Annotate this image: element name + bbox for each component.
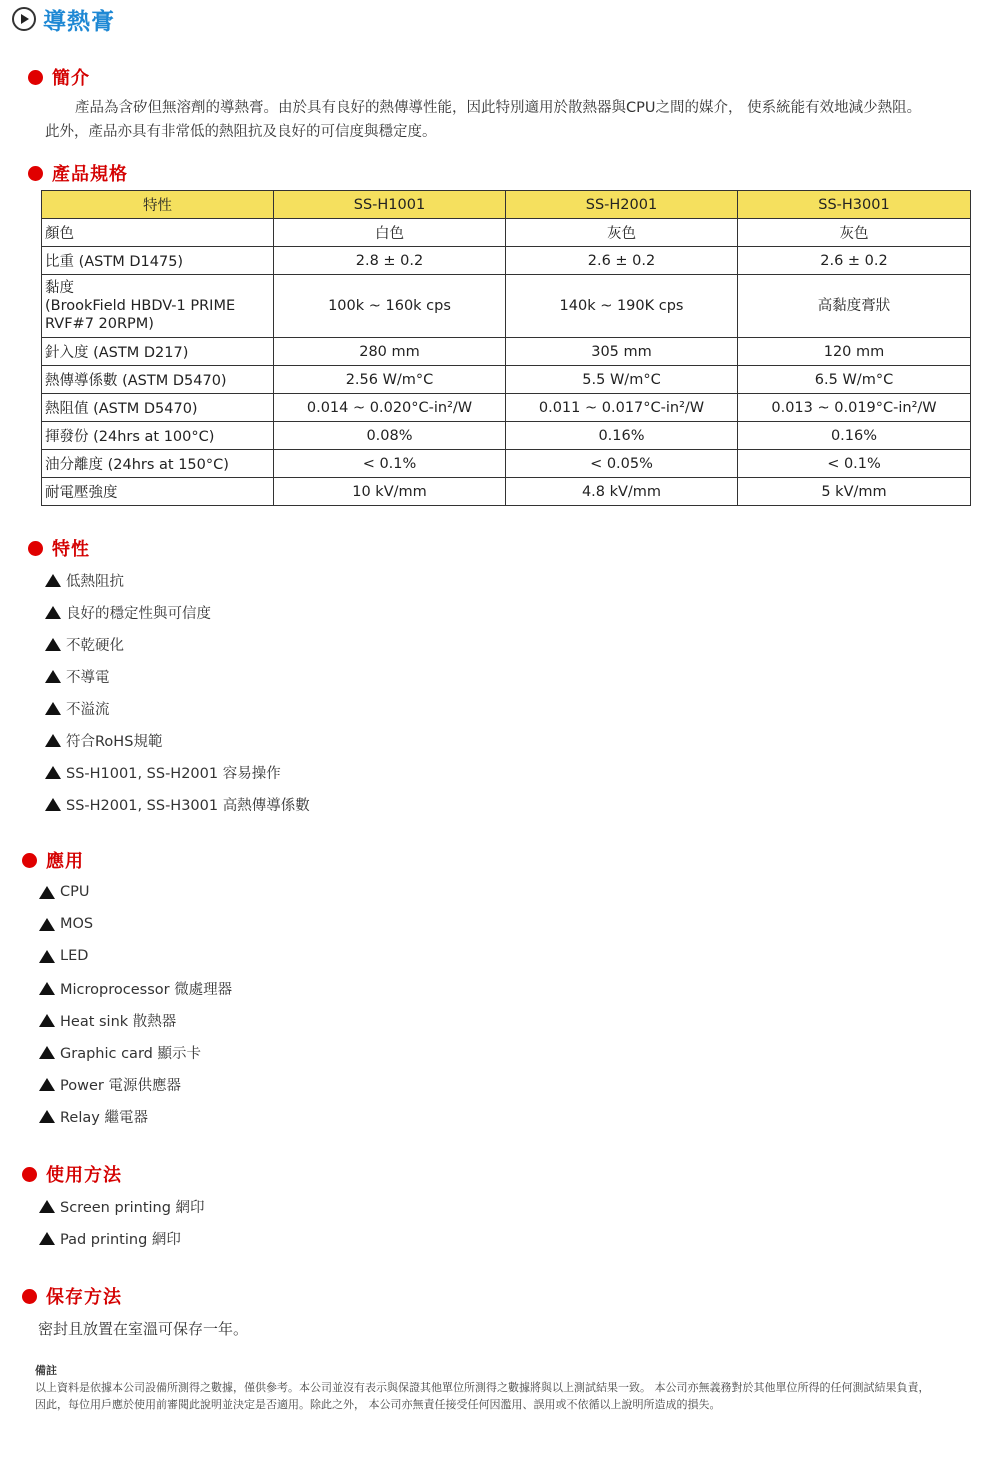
section-storage-heading xyxy=(22,1283,122,1309)
section-title: 使用方法 xyxy=(46,1165,122,1186)
section-title: 應用 xyxy=(46,851,84,872)
list-item-text: Graphic card 顯示卡 xyxy=(60,1045,201,1062)
row-label: 針入度 (ASTM D217) xyxy=(42,338,274,366)
triangle-bullet-icon xyxy=(45,798,61,811)
triangle-bullet-icon xyxy=(39,982,55,995)
triangle-bullet-icon xyxy=(45,670,61,683)
header-cell: 特性 xyxy=(42,191,274,219)
table-row xyxy=(42,275,971,338)
row-label: 比重 (ASTM D1475) xyxy=(42,247,274,275)
list-item xyxy=(39,940,232,972)
list-item-text: Screen printing 網印 xyxy=(60,1199,205,1216)
red-dot-icon xyxy=(22,1289,37,1304)
triangle-bullet-icon xyxy=(39,1110,55,1123)
row-label-line: 黏度 xyxy=(45,280,74,296)
cell-value: 5 kV/mm xyxy=(738,478,971,506)
spec-table xyxy=(41,190,971,506)
storage-text: 密封且放置在室溫可保存一年。 xyxy=(38,1320,249,1338)
triangle-bullet-icon xyxy=(39,1232,55,1245)
red-dot-icon xyxy=(28,70,43,85)
triangle-bullet-icon xyxy=(45,574,61,587)
list-item-text: 不導電 xyxy=(66,669,110,686)
cell-value: 0.08% xyxy=(274,422,506,450)
cell-value: 0.014 ~ 0.020°C-in²/W xyxy=(274,394,506,422)
list-item-text: 不乾硬化 xyxy=(66,637,124,654)
cell-value: 2.8 ± 0.2 xyxy=(274,247,506,275)
row-label: 顏色 xyxy=(42,219,274,247)
list-item xyxy=(39,908,232,940)
cell-value: < 0.05% xyxy=(506,450,738,478)
table-header-row xyxy=(42,191,971,219)
list-item xyxy=(39,876,232,908)
cell-value: 100k ~ 160k cps xyxy=(274,275,506,338)
header-cell: SS-H2001 xyxy=(506,191,738,219)
cell-value: 2.6 ± 0.2 xyxy=(738,247,971,275)
cell-value: 0.013 ~ 0.019°C-in²/W xyxy=(738,394,971,422)
cell-value: 10 kV/mm xyxy=(274,478,506,506)
cell-value: 2.6 ± 0.2 xyxy=(506,247,738,275)
page-title: 導熱膏 xyxy=(43,8,115,35)
list-item xyxy=(45,788,310,820)
list-item-text: Relay 繼電器 xyxy=(60,1109,148,1126)
cell-value: 0.16% xyxy=(506,422,738,450)
triangle-bullet-icon xyxy=(45,766,61,779)
table-row xyxy=(42,478,971,506)
table-row xyxy=(42,422,971,450)
triangle-bullet-icon xyxy=(45,606,61,619)
header-cell: SS-H1001 xyxy=(274,191,506,219)
list-item-text: Power 電源供應器 xyxy=(60,1077,181,1094)
list-item-text: 良好的穩定性與可信度 xyxy=(66,605,211,622)
section-title: 產品規格 xyxy=(52,164,128,185)
list-item xyxy=(39,1068,232,1100)
list-item-text: LED xyxy=(60,948,89,964)
table-row xyxy=(42,394,971,422)
row-label: 油分離度 (24hrs at 150°C) xyxy=(42,450,274,478)
cell-value: < 0.1% xyxy=(274,450,506,478)
list-item xyxy=(39,1100,232,1132)
list-item-text: Microprocessor 微處理器 xyxy=(60,981,233,998)
cell-value: 灰色 xyxy=(506,219,738,247)
section-features-heading xyxy=(28,535,90,561)
cell-value: 4.8 kV/mm xyxy=(506,478,738,506)
triangle-bullet-icon xyxy=(39,918,55,931)
section-applications-heading xyxy=(22,847,84,873)
cell-value: 0.16% xyxy=(738,422,971,450)
red-dot-icon xyxy=(22,1167,37,1182)
list-item xyxy=(45,596,310,628)
row-label-line: (BrookField HBDV-1 PRIME xyxy=(45,298,236,314)
triangle-bullet-icon xyxy=(45,734,61,747)
list-item-text: 不溢流 xyxy=(66,701,110,718)
note-text: 以上資料是依據本公司設備所測得之數據，僅供參考。本公司並沒有表示與保證其他單位所測得之數據將與以上測試結果一致。 本公司亦無義務對於其他單位所得的任何測試結果負責，因此，每位用戶應於使用前審閱此說明並決定是否適用。除此之外， 本公司亦無責任接受任何因濫用、誤用或不依循以上說明所造成的損失。 xyxy=(35,1381,930,1411)
cell-value: 高黏度膏狀 xyxy=(738,275,971,338)
page-header xyxy=(12,4,115,34)
cell-value: 5.5 W/m°C xyxy=(506,366,738,394)
table-row xyxy=(42,366,971,394)
list-item xyxy=(39,1190,205,1222)
list-item xyxy=(39,972,232,1004)
row-label: 揮發份 (24hrs at 100°C) xyxy=(42,422,274,450)
list-item-text: SS-H2001, SS-H3001 高熱傳導係數 xyxy=(66,797,310,814)
list-item-text: SS-H1001, SS-H2001 容易操作 xyxy=(66,765,281,782)
list-item-text: 符合RoHS規範 xyxy=(66,733,163,750)
features-list xyxy=(45,564,310,820)
note-heading: 備註 xyxy=(35,1364,57,1377)
table-row xyxy=(42,247,971,275)
triangle-bullet-icon xyxy=(39,1014,55,1027)
list-item-text: Heat sink 散熱器 xyxy=(60,1013,177,1030)
section-title: 簡介 xyxy=(52,68,90,89)
row-label-line: RVF#7 20RPM) xyxy=(45,316,154,332)
cell-value: 280 mm xyxy=(274,338,506,366)
section-usage-heading xyxy=(22,1161,122,1187)
row-label: 耐電壓強度 xyxy=(42,478,274,506)
list-item-text: 低熱阻抗 xyxy=(66,573,124,590)
disclaimer-note xyxy=(35,1362,935,1413)
list-item xyxy=(45,724,310,756)
red-dot-icon xyxy=(28,541,43,556)
triangle-bullet-icon xyxy=(45,702,61,715)
list-item xyxy=(45,756,310,788)
applications-list xyxy=(39,876,232,1132)
list-item xyxy=(39,1004,232,1036)
cell-value: 白色 xyxy=(274,219,506,247)
section-title: 保存方法 xyxy=(46,1287,122,1308)
row-label: 熱阻值 (ASTM D5470) xyxy=(42,394,274,422)
table-row xyxy=(42,219,971,247)
row-label: 熱傳導係數 (ASTM D5470) xyxy=(42,366,274,394)
table-row xyxy=(42,338,971,366)
list-item xyxy=(45,628,310,660)
cell-value: 2.56 W/m°C xyxy=(274,366,506,394)
cell-value: < 0.1% xyxy=(738,450,971,478)
cell-value: 灰色 xyxy=(738,219,971,247)
triangle-bullet-icon xyxy=(45,638,61,651)
list-item xyxy=(45,564,310,596)
intro-text: 產品為含矽但無溶劑的導熱膏。由於具有良好的熱傳導性能，因此特別適用於散熱器與CPU之間的媒介， 使系統能有效地減少熱阻。此外，產品亦具有非常低的熱阻抗及良好的可信度與穩定度。 xyxy=(45,100,922,140)
triangle-bullet-icon xyxy=(39,1200,55,1213)
red-dot-icon xyxy=(22,853,37,868)
cell-value: 305 mm xyxy=(506,338,738,366)
cell-value: 140k ~ 190K cps xyxy=(506,275,738,338)
header-cell: SS-H3001 xyxy=(738,191,971,219)
cell-value: 120 mm xyxy=(738,338,971,366)
section-intro-heading xyxy=(28,64,90,90)
triangle-bullet-icon xyxy=(39,1046,55,1059)
intro-paragraph xyxy=(45,96,925,144)
list-item xyxy=(45,660,310,692)
triangle-bullet-icon xyxy=(39,886,55,899)
triangle-bullet-icon xyxy=(39,950,55,963)
triangle-bullet-icon xyxy=(39,1078,55,1091)
usage-list xyxy=(39,1190,205,1254)
cell-value: 6.5 W/m°C xyxy=(738,366,971,394)
red-dot-icon xyxy=(28,166,43,181)
row-label xyxy=(42,275,274,338)
list-item xyxy=(39,1036,232,1068)
list-item-text: Pad printing 網印 xyxy=(60,1231,181,1248)
list-item-text: CPU xyxy=(60,884,90,900)
list-item-text: MOS xyxy=(60,916,94,932)
section-spec-heading xyxy=(28,160,128,186)
section-title: 特性 xyxy=(52,539,90,560)
list-item xyxy=(45,692,310,724)
play-circle-icon xyxy=(12,7,36,31)
cell-value: 0.011 ~ 0.017°C-in²/W xyxy=(506,394,738,422)
list-item xyxy=(39,1222,205,1254)
table-row xyxy=(42,450,971,478)
